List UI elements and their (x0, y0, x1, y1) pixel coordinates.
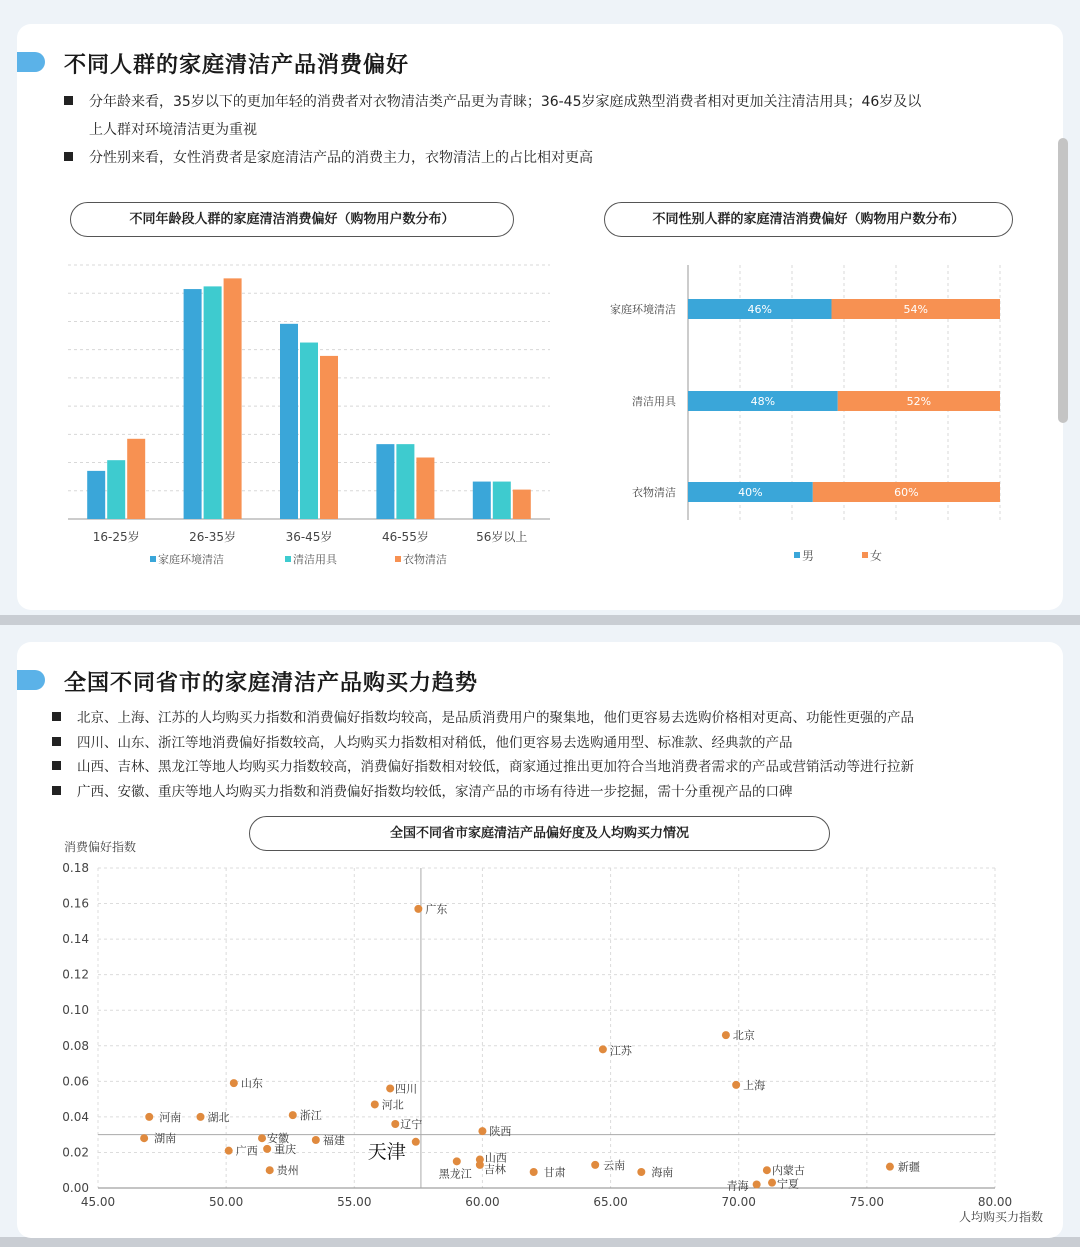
x-tick-label: 16-25岁 (92, 530, 140, 544)
point-label: 广东 (425, 902, 448, 916)
data-label: 60% (894, 486, 919, 499)
section1-bullet (64, 144, 593, 172)
x-tick-label: 55.00 (337, 1195, 372, 1209)
title-accent-icon (17, 670, 45, 690)
chart-title-gender: 不同性别人群的家庭清洁消费偏好（购物用户数分布） (604, 202, 1013, 237)
gender-stacked-bar-chart (590, 255, 1030, 575)
x-tick-label: 56岁以上 (476, 530, 528, 544)
y-tick-label: 0.00 (62, 1181, 89, 1195)
scatter-point (230, 1079, 238, 1087)
province-scatter-chart (40, 835, 1060, 1230)
bullet-text: 山西、吉林、黑龙江等地人均购买力指数较高，消费偏好指数相对较低，商家通过推出更加符合当地消费者需求的产品或营销活动等进行拉新 (77, 759, 914, 775)
scatter-point (197, 1113, 205, 1121)
scatter-point (768, 1179, 776, 1187)
bullet-text: 分年龄来看，35岁以下的更加年轻的消费者对衣物清洁类产品更为青睐；36-45岁家庭成熟型消费者相对更加关注清洁用具；46岁及以 (89, 94, 922, 110)
y-tick-label: 清洁用具 (632, 395, 676, 408)
section1-bullet (64, 88, 921, 116)
x-tick-label: 46-55岁 (381, 530, 429, 544)
bar (107, 460, 125, 519)
bar (300, 343, 318, 519)
section1-title: 不同人群的家庭清洁产品消费偏好 (64, 53, 410, 78)
scrollbar[interactable] (1058, 138, 1068, 423)
scatter-point (453, 1157, 461, 1165)
x-tick-label: 60.00 (465, 1195, 500, 1209)
section1-bullet-continued (89, 116, 257, 144)
legend-swatch (862, 552, 868, 558)
x-tick-label: 70.00 (721, 1195, 756, 1209)
point-label: 吉林 (483, 1162, 506, 1176)
legend-label: 家庭环境清洁 (158, 553, 224, 566)
point-label: 广西 (235, 1144, 258, 1158)
chart-title-scatter: 全国不同省市家庭清洁产品偏好度及人均购买力情况 (249, 816, 830, 851)
x-tick-label: 50.00 (208, 1195, 244, 1209)
point-label: 新疆 (897, 1160, 920, 1174)
scatter-point (763, 1166, 771, 1174)
point-label: 上海 (743, 1078, 766, 1092)
legend-label: 清洁用具 (293, 553, 337, 566)
data-label: 40% (738, 486, 763, 499)
scatter-point (476, 1161, 484, 1169)
scatter-point (530, 1168, 538, 1176)
bar (224, 278, 242, 519)
legend-swatch (150, 556, 156, 562)
bar (127, 439, 145, 519)
bar (396, 444, 414, 519)
point-label: 黑龙江 (438, 1167, 472, 1181)
scatter-point (386, 1084, 394, 1092)
x-tick-label: 80.00 (977, 1195, 1013, 1209)
point-label: 北京 (732, 1029, 755, 1043)
scatter-point (266, 1166, 274, 1174)
scatter-point (478, 1127, 486, 1135)
y-tick-label: 0.14 (62, 932, 89, 947)
highlight-annotation: 天津 (367, 1140, 406, 1163)
y-tick-label: 0.04 (62, 1109, 89, 1124)
scatter-point (145, 1113, 153, 1121)
point-label: 湖北 (207, 1110, 230, 1124)
y-tick-label: 0.12 (62, 967, 89, 982)
x-axis-title: 人均购买力指数 (958, 1210, 1043, 1224)
point-label: 湖南 (154, 1132, 177, 1146)
point-label: 重庆 (274, 1142, 297, 1156)
scatter-point (886, 1163, 894, 1171)
y-tick-label: 0.16 (62, 896, 89, 911)
bullet-square-icon (52, 712, 61, 721)
bar (320, 356, 338, 519)
bullet-text: 上人群对环境清洁更为重视 (89, 122, 257, 138)
section2-bullet (52, 705, 914, 731)
chart-title-age: 不同年龄段人群的家庭清洁消费偏好（购物用户数分布） (70, 202, 514, 237)
point-label: 宁夏 (777, 1177, 800, 1191)
y-tick-label: 0.06 (62, 1074, 89, 1089)
bar (513, 490, 531, 519)
bar (376, 444, 394, 519)
bullet-text: 广西、安徽、重庆等地人均购买力指数和消费偏好指数均较低，家清产品的市场有待进一步挖掘，需十分重视产品的口碑 (77, 784, 793, 800)
point-label: 云南 (603, 1158, 626, 1172)
data-label: 46% (747, 303, 772, 316)
point-label: 福建 (322, 1134, 345, 1147)
point-label: 安徽 (267, 1132, 290, 1146)
x-tick-label: 45.00 (80, 1195, 116, 1209)
point-label: 贵州 (276, 1164, 299, 1178)
bullet-square-icon (64, 152, 73, 161)
bar (493, 482, 511, 519)
legend-label: 衣物清洁 (403, 553, 447, 566)
legend-label: 男 (802, 549, 815, 563)
point-label: 甘肃 (543, 1166, 566, 1179)
bullet-text: 四川、山东、浙江等地消费偏好指数较高，人均购买力指数相对稍低，他们更容易去选购通用型、标准款、经典款的产品 (77, 735, 793, 751)
scatter-point (591, 1161, 599, 1169)
scatter-point (225, 1147, 233, 1155)
bullet-text: 分性别来看，女性消费者是家庭清洁产品的消费主力，衣物清洁上的占比相对更高 (89, 150, 593, 166)
x-tick-label: 36-45岁 (285, 530, 333, 544)
x-tick-label: 65.00 (593, 1195, 628, 1209)
point-label: 山东 (240, 1077, 263, 1091)
point-label: 浙江 (299, 1109, 322, 1123)
data-label: 52% (906, 395, 932, 408)
y-axis-title: 消费偏好指数 (64, 840, 137, 854)
legend-swatch (794, 552, 800, 558)
point-label: 河南 (159, 1110, 182, 1124)
point-label: 四川 (395, 1082, 418, 1096)
y-tick-label: 0.08 (62, 1038, 89, 1053)
bar (204, 286, 222, 519)
y-tick-label: 0.02 (62, 1145, 89, 1160)
scatter-point (289, 1111, 297, 1119)
y-tick-label: 0.18 (62, 861, 89, 875)
point-label: 青海 (726, 1179, 749, 1193)
scatter-point (371, 1100, 379, 1108)
bar (473, 482, 491, 519)
scatter-point (263, 1145, 271, 1153)
section2-bullet (52, 779, 793, 805)
y-tick-label: 衣物清洁 (632, 486, 676, 499)
section2-bullet (52, 754, 914, 780)
scatter-point (391, 1120, 399, 1128)
section2-title: 全国不同省市的家庭清洁产品购买力趋势 (64, 671, 479, 696)
age-bar-chart (60, 255, 560, 575)
scatter-point (414, 905, 422, 913)
point-label: 海南 (651, 1166, 674, 1179)
scatter-point (258, 1134, 266, 1142)
point-label: 江苏 (609, 1044, 632, 1058)
bullet-square-icon (52, 786, 61, 795)
scatter-point (753, 1180, 761, 1188)
data-label: 54% (903, 303, 928, 316)
title-accent-icon (17, 52, 45, 72)
point-label: 河北 (381, 1098, 404, 1112)
point-label: 山西 (484, 1151, 507, 1165)
y-tick-label: 家庭环境清洁 (610, 303, 676, 316)
legend-swatch (285, 556, 291, 562)
scatter-point (722, 1031, 730, 1039)
bar (280, 324, 298, 519)
x-tick-label: 26-35岁 (189, 530, 237, 544)
y-tick-label: 0.10 (62, 1003, 89, 1018)
x-tick-label: 75.00 (849, 1195, 885, 1209)
point-label: 陕西 (489, 1125, 512, 1139)
section2-bullet (52, 730, 793, 756)
bar (184, 289, 202, 519)
section-separator (0, 1237, 1080, 1247)
scatter-point (412, 1138, 420, 1146)
scatter-point (312, 1136, 320, 1144)
scatter-point (140, 1134, 148, 1142)
bullet-square-icon (52, 761, 61, 770)
point-label: 内蒙古 (771, 1164, 805, 1178)
bullet-text: 北京、上海、江苏的人均购买力指数和消费偏好指数均较高，是品质消费用户的聚集地，他们更容易去选购价格相对更高、功能性更强的产品 (77, 710, 914, 726)
bullet-square-icon (64, 96, 73, 105)
legend-label: 女 (870, 549, 883, 563)
bar (87, 471, 105, 519)
bullet-square-icon (52, 737, 61, 746)
scatter-point (732, 1081, 740, 1089)
legend-swatch (395, 556, 401, 562)
section-separator (0, 615, 1080, 625)
bar (416, 458, 434, 519)
scatter-point (637, 1168, 645, 1176)
point-label: 辽宁 (400, 1118, 423, 1131)
data-label: 48% (750, 395, 776, 408)
scatter-point (599, 1045, 607, 1053)
